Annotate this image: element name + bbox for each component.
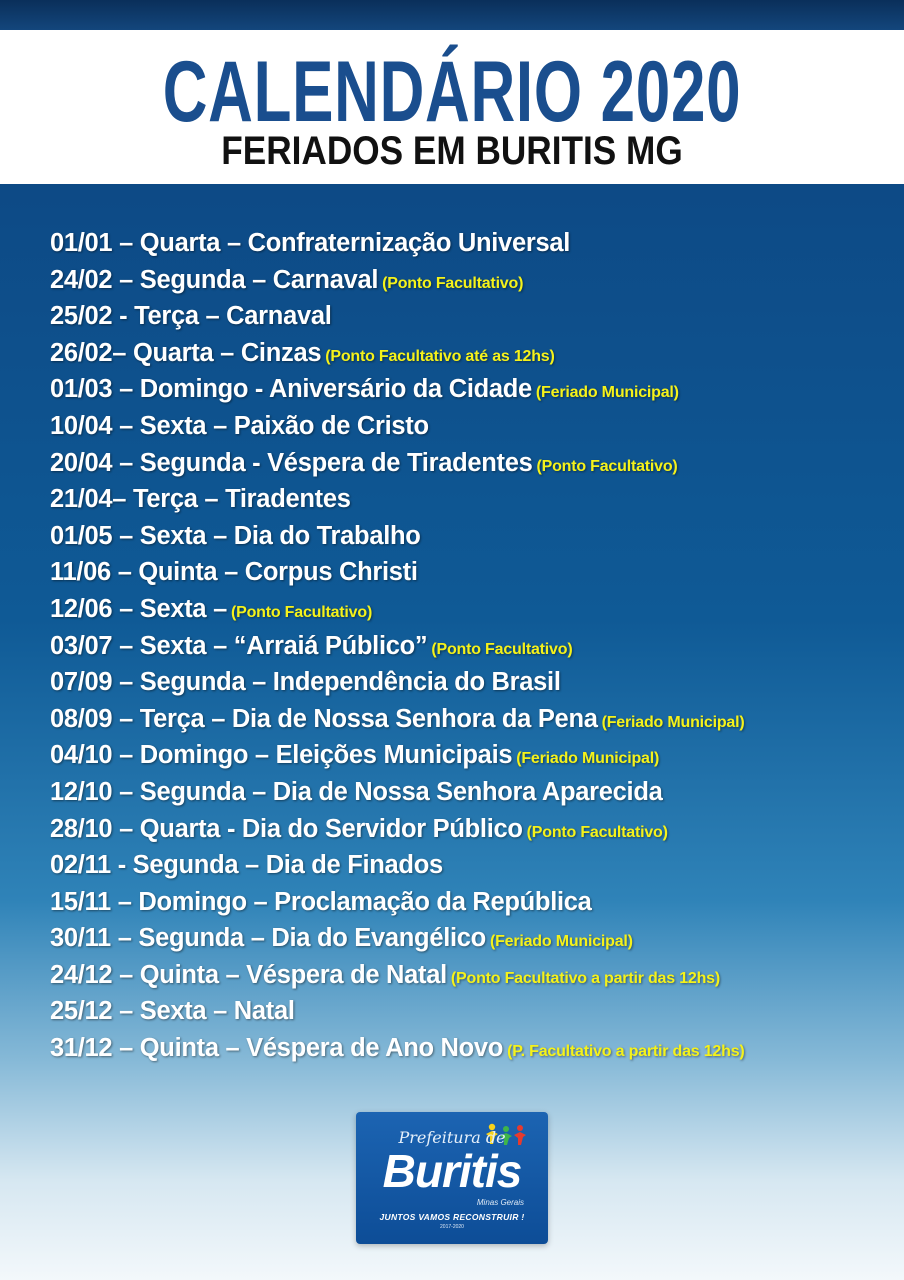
holiday-note: (Ponto Facultativo a partir das 12hs) [450, 969, 720, 987]
holiday-row [50, 628, 900, 665]
logo-prefix: Prefeitura de [398, 1128, 506, 1147]
holiday-row [50, 481, 900, 518]
holiday-row [50, 957, 900, 994]
holiday-row [50, 1030, 900, 1067]
holiday-row [50, 993, 900, 1030]
holiday-note: (Ponto Facultativo) [230, 603, 373, 621]
holiday-note: (Feriado Municipal) [601, 713, 745, 731]
holiday-text: 21/04– Terça – Tiradentes [50, 485, 351, 514]
holiday-text: 03/07 – Sexta – “Arraiá Público” [50, 631, 428, 660]
holiday-row [50, 847, 900, 884]
holiday-text: 08/09 – Terça – Dia de Nossa Senhora da Pena [50, 704, 598, 733]
holiday-text: 12/06 – Sexta – [50, 594, 227, 623]
holiday-row [50, 518, 900, 555]
holiday-row [50, 737, 900, 774]
holiday-row [50, 811, 900, 848]
holiday-text: 28/10 – Quarta - Dia do Servidor Público [50, 814, 523, 843]
holiday-row [50, 225, 900, 262]
holiday-row [50, 408, 900, 445]
holiday-note: (Feriado Municipal) [489, 933, 633, 951]
header-banner [0, 30, 904, 184]
logo-name: Buritis [382, 1145, 522, 1197]
page-subtitle: FERIADOS EM BURITIS MG [221, 129, 683, 173]
holiday-text: 07/09 – Segunda – Independência do Brasil [50, 668, 561, 697]
holiday-row [50, 335, 900, 372]
holiday-row [50, 664, 900, 701]
holiday-text: 30/11 – Segunda – Dia do Evangélico [50, 924, 486, 953]
holiday-row [50, 262, 900, 299]
holiday-row [50, 371, 900, 408]
holiday-row [50, 884, 900, 921]
holiday-row [50, 445, 900, 482]
holiday-text: 24/12 – Quinta – Véspera de Natal [50, 960, 447, 989]
logo-years: 2017-2020 [440, 1224, 464, 1230]
holiday-text: 10/04 – Sexta – Paixão de Cristo [50, 411, 429, 440]
holiday-row [50, 298, 900, 335]
holiday-row [50, 920, 900, 957]
holiday-row [50, 591, 900, 628]
holiday-list [50, 225, 900, 1067]
holiday-note: (Feriado Municipal) [516, 750, 660, 768]
holiday-text: 24/02 – Segunda – Carnaval [50, 265, 379, 294]
holiday-note: (Ponto Facultativo) [526, 823, 668, 841]
logo-slogan: JUNTOS VAMOS RECONSTRUIR ! [379, 1212, 525, 1222]
holiday-row [50, 701, 900, 738]
holiday-text: 04/10 – Domingo – Eleições Municipais [50, 741, 513, 770]
prefeitura-logo [356, 1112, 548, 1244]
holiday-text: 31/12 – Quinta – Véspera de Ano Novo [50, 1034, 504, 1063]
holiday-note: (Ponto Facultativo) [431, 640, 573, 658]
holiday-note: (Feriado Municipal) [535, 384, 679, 402]
holiday-text: 15/11 – Domingo – Proclamação da República [50, 887, 592, 916]
page-title: CALENDÁRIO 2020 [162, 44, 742, 140]
holiday-text: 01/03 – Domingo - Aniversário da Cidade [50, 375, 532, 404]
top-strip [0, 0, 904, 30]
holiday-note: (Ponto Facultativo) [382, 274, 524, 292]
holiday-text: 12/10 – Segunda – Dia de Nossa Senhora Aparecida [50, 777, 663, 806]
holiday-row [50, 554, 900, 591]
holiday-note: (Ponto Facultativo até as 12hs) [325, 347, 555, 365]
holiday-text: 01/05 – Sexta – Dia do Trabalho [50, 521, 421, 550]
holiday-row [50, 774, 900, 811]
holiday-text: 26/02– Quarta – Cinzas [50, 338, 322, 367]
holiday-text: 02/11 - Segunda – Dia de Finados [50, 851, 443, 880]
holiday-text: 25/02 - Terça – Carnaval [50, 302, 332, 331]
holiday-text: 20/04 – Segunda - Véspera de Tiradentes [50, 448, 533, 477]
holiday-note: (Ponto Facultativo) [536, 457, 678, 475]
holiday-text: 11/06 – Quinta – Corpus Christi [50, 558, 418, 587]
holiday-text: 25/12 – Sexta – Natal [50, 997, 295, 1026]
holiday-note: (P. Facultativo a partir das 12hs) [507, 1043, 745, 1061]
holiday-text: 01/01 – Quarta – Confraternização Universal [50, 229, 570, 257]
logo-state: Minas Gerais [476, 1198, 524, 1207]
